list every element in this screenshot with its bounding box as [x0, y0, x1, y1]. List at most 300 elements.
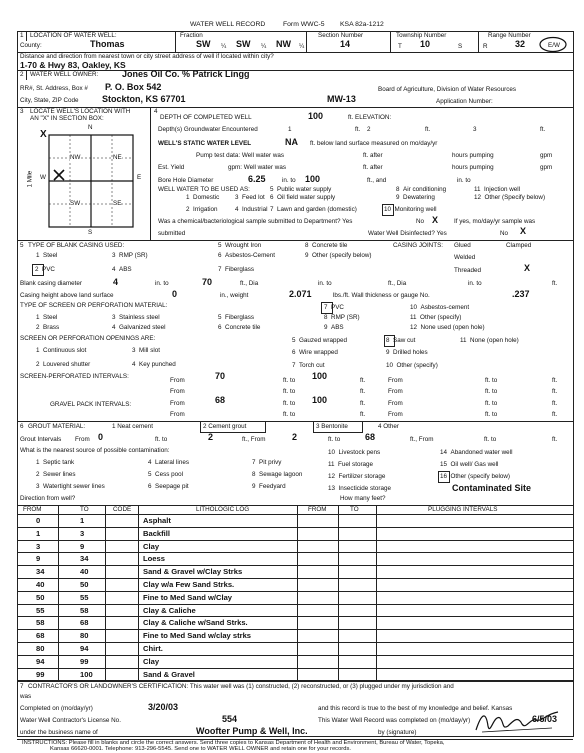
log-row: [18, 528, 573, 538]
quad-ne: NE: [113, 154, 122, 161]
diameter-ft: ft.: [552, 280, 558, 287]
contam-11: 11 Fuel storage: [328, 461, 374, 468]
diameter-in-to-2: in. to: [318, 280, 332, 287]
diameter-label: Blank casing diameter: [20, 280, 82, 287]
compass-w: W: [40, 174, 46, 181]
sp-ft-4: ft.: [552, 388, 558, 395]
business-label: under the business name of: [20, 729, 98, 736]
ew-circle-icon: [538, 36, 568, 53]
log-desc: Clay: [143, 541, 160, 551]
openings-label: SCREEN OR PERFORATION OPENINGS ARE:: [20, 335, 156, 342]
gp-from-label-2: From: [388, 400, 403, 407]
app-label: Application Number:: [436, 98, 493, 105]
joint-threaded: Threaded: [454, 267, 481, 274]
log-to: 58: [80, 605, 89, 615]
log-from: 50: [36, 592, 45, 602]
gp-from-label-4: From: [388, 411, 403, 418]
sp-label: SCREEN-PERFORATED INTERVALS:: [20, 373, 129, 380]
log-h-code: CODE: [113, 506, 132, 513]
log-row: [18, 669, 573, 679]
contam-other: Contaminated Site: [452, 483, 532, 493]
screen-type-2: 2 Brass: [36, 324, 60, 331]
csz-label: City, State, ZIP Code: [20, 97, 79, 104]
pump-ft-after: ft. after: [363, 152, 383, 159]
casing-7: 7 Fiberglass: [218, 266, 255, 273]
contam-10: 10 Livestock pens: [328, 449, 381, 456]
township-value: 10: [420, 39, 431, 49]
grout-2: 2 Cement grout: [203, 423, 247, 430]
grout-ft-from: ft., From: [242, 436, 266, 443]
s2-label: WATER WELL OWNER:: [30, 71, 99, 78]
record-date: 6/5/03: [532, 714, 558, 724]
s2-num: 2: [20, 71, 24, 78]
threaded-x: X: [524, 263, 531, 273]
opening-6: 6 Wire wrapped: [292, 349, 338, 356]
opening-9: 9 Drilled holes: [386, 349, 428, 356]
opening-5: 5 Gauzed wrapped: [292, 337, 347, 344]
diameter-ft-dia: ft., Dia: [240, 280, 259, 287]
pump-hours: hours pumping: [452, 152, 494, 159]
well-id: MW-13: [327, 94, 356, 104]
contam-14: 14 Abandoned water well: [440, 449, 513, 456]
sp-ftto: ft. to: [283, 377, 296, 384]
s7-num: 7: [20, 683, 24, 690]
log-from: 9: [36, 554, 41, 564]
log-from: 94: [36, 656, 45, 666]
screen-type-11: 11 Other (specify): [410, 314, 462, 321]
joints-label: CASING JOINTS:: [393, 242, 444, 249]
s1-label: LOCATION OF WATER WELL:: [30, 32, 117, 39]
log-from: 1: [36, 528, 41, 538]
log-desc: Sand & Gravel: [143, 669, 195, 679]
quad-nw: NW: [70, 154, 81, 161]
grout-1: 1 Neat cement: [112, 423, 153, 430]
grout-to: 2: [208, 432, 214, 442]
log-to: 68: [80, 618, 89, 628]
s3-label-2: AN "X" IN SECTION BOX:: [30, 115, 104, 122]
gp-from: 68: [215, 395, 226, 405]
contam-12: 12 Fertilizer storage: [328, 473, 386, 480]
instructions-1: INSTRUCTIONS: Please fill in blanks and circle the correct answers. Send three copies to Kansas Department of Health and Environment, Bureau of Water, Topeka,: [22, 740, 445, 746]
true-text: and this record is true to the best of my knowledge and belief. Kansas: [318, 705, 513, 712]
screen-type-4: 4 Galvanized steel: [112, 324, 166, 331]
diameter-value: 4: [113, 277, 119, 287]
yield-ft-after: ft. after: [363, 164, 383, 171]
contam-15: 15 Oil well/ Gas well: [440, 461, 499, 468]
range-value: 32: [515, 39, 526, 49]
gp-ftto-3: ft. to: [283, 411, 296, 418]
bore-to: 100: [305, 174, 321, 184]
gw-ft-3: ft.: [540, 126, 546, 133]
swl-value: NA: [285, 137, 298, 147]
contam-16: 16 Other (specify below): [440, 473, 511, 480]
sp-from-label: From: [170, 377, 185, 384]
sig-label: by (signature): [378, 729, 417, 736]
log-desc: Chirt.: [143, 644, 163, 653]
disinfected-no: No: [500, 230, 509, 237]
gp-ftto-4: ft. to: [485, 411, 498, 418]
opening-4: 4 Key punched: [132, 361, 176, 368]
diameter-in-to-3: in. to: [468, 280, 482, 287]
opening-8: 8 Saw cut: [386, 337, 416, 344]
township-label: Township Number: [396, 32, 447, 39]
log-desc: Clay: [143, 656, 160, 666]
bore-label: Bore Hole Diameter: [158, 177, 214, 184]
joint-clamped: Clamped: [506, 242, 532, 249]
gw-ft-2: ft.: [425, 126, 431, 133]
gp-ftto: ft. to: [283, 400, 296, 407]
gw-3: 3: [473, 126, 477, 133]
corner-x-mark: X: [40, 129, 47, 140]
screen-type-6: 6 Concrete tile: [218, 324, 261, 331]
screen-type-label: TYPE OF SCREEN OR PERFORATION MATERIAL:: [20, 302, 168, 309]
grout-from-label: From: [75, 436, 90, 443]
log-row: [18, 515, 573, 525]
log-desc: Clay & Caliche: [143, 605, 196, 615]
bore-value: 6.25: [248, 174, 266, 184]
log-from: 80: [36, 644, 45, 653]
if-yes-label: If yes, mo/day/yr sample was: [454, 218, 536, 225]
contam-3: 3 Watertight sewer lines: [36, 483, 105, 490]
log-row: [18, 656, 573, 666]
address-label: RR#, St. Address, Box #: [20, 85, 88, 92]
contam-2: 2 Sewer lines: [36, 471, 76, 478]
grout-label: GROUT MATERIAL:: [28, 423, 86, 430]
cert-was: was: [20, 693, 32, 700]
city-value: Stockton, KS 67701: [102, 94, 186, 104]
pump-gpm: gpm: [540, 152, 553, 159]
log-h-to: TO: [80, 506, 89, 513]
diameter-in-to: in. to: [155, 280, 169, 287]
use-9: 9 Dewatering: [396, 194, 435, 201]
s4-num: 4: [154, 108, 158, 115]
quarter-1: SW: [196, 39, 211, 49]
compass-n: N: [88, 124, 93, 131]
yield-hours: hours pumping: [452, 164, 494, 171]
log-desc: Sand & Gravel w/Clay Strks: [143, 567, 243, 577]
use-10: 10 Monitoring well: [384, 206, 437, 213]
instructions-2: Kansas 66620-0001. Telephone: 913-296-5545. Send one to WATER WELL OWNER and retain one for your records.: [50, 746, 351, 752]
depth-value: 100: [308, 111, 324, 121]
section-label: Section Number: [318, 32, 364, 39]
license-value: 554: [222, 714, 238, 724]
log-to: 40: [80, 567, 89, 577]
log-to: 3: [80, 528, 85, 538]
opening-3: 3 Mill slot: [132, 347, 161, 354]
gw-2: 2: [367, 126, 371, 133]
log-from: 34: [36, 567, 45, 577]
form-id: Form WWC-5: [283, 21, 325, 28]
log-desc: Clay & Caliche w/Sand Strks.: [143, 618, 248, 628]
quarter-mark-2: ¼: [261, 43, 267, 50]
weight-label: in., weight: [220, 292, 249, 299]
county-value: Thomas: [90, 39, 125, 49]
log-to: 34: [80, 554, 89, 564]
log-h-to2: TO: [350, 506, 359, 513]
depth-label: DEPTH OF COMPLETED WELL: [160, 114, 252, 121]
chem-question: Was a chemical/bacteriological sample submitted to Department? Yes: [158, 218, 353, 225]
gp-label: GRAVEL PACK INTERVALS:: [50, 401, 132, 408]
grout-intervals-label: Grout Intervals: [20, 436, 62, 443]
contam-4: 4 Lateral lines: [148, 459, 189, 466]
elevation-label: ft. ELEVATION:: [348, 114, 392, 121]
log-row: [18, 579, 573, 589]
diameter-to: 70: [202, 277, 213, 287]
gp-ftto-2: ft. to: [485, 400, 498, 407]
grout-ftto-2: ft. to: [328, 436, 341, 443]
log-to: 94: [80, 644, 89, 653]
swl-label: WELL'S STATIC WATER LEVEL: [158, 140, 252, 147]
contam-6: 6 Seepage pit: [148, 483, 189, 490]
submitted-label: submitted: [158, 230, 186, 237]
business-value: Woofter Pump & Well, Inc.: [196, 726, 308, 736]
grout-ftto-3: ft. to: [484, 436, 497, 443]
signature: [472, 706, 564, 736]
sp-ft: ft.: [360, 377, 366, 384]
log-from: 40: [36, 580, 45, 589]
casing-4: 4 ABS: [112, 266, 132, 273]
grout-4: 4 Other: [378, 423, 399, 430]
use-2: 2 Irrigation: [186, 206, 218, 213]
log-h-from2: FROM: [308, 506, 327, 513]
sp-ft-2: ft.: [552, 377, 558, 384]
opening-2: 2 Louvered shutter: [36, 361, 91, 368]
county-label: County:: [20, 42, 42, 49]
gw-ft-1: ft.: [355, 126, 361, 133]
contam-7: 7 Pit privy: [252, 459, 282, 466]
joint-glued: Glued: [454, 242, 471, 249]
casing-2: 2 PVC: [35, 266, 55, 273]
use-4: 4 Industrial: [235, 206, 268, 213]
fraction-label: Fraction: [180, 32, 203, 39]
compass-e: E: [137, 174, 142, 181]
use-1: 1 Domestic: [186, 194, 220, 201]
gp-from-label-3: From: [170, 411, 185, 418]
screen-type-5: 5 Fiberglass: [218, 314, 255, 321]
log-to: 55: [80, 592, 89, 602]
screen-type-7: 7 PVC: [324, 304, 344, 311]
sp-ftto-3: ft. to: [283, 388, 296, 395]
how-many-label: How many feet?: [340, 495, 386, 502]
log-to: 100: [80, 669, 93, 679]
log-desc: Fine to Med Sand w/clay strks: [143, 631, 252, 641]
log-desc: Fine to Med Sand w/Clay: [143, 592, 233, 602]
gp-ft-2: ft.: [552, 400, 558, 407]
quarter-mark-1: ¼: [221, 43, 227, 50]
casing-8: 8 Concrete tile: [305, 242, 348, 249]
casing-9: 9 Other (specify below): [305, 252, 372, 259]
quarter-2: SW: [236, 39, 251, 49]
range-prefix: R: [483, 43, 488, 50]
use-12: 12 Other (Specify below): [474, 194, 546, 201]
pump-label: Pump test data: Well water was: [196, 152, 285, 159]
log-to: 1: [80, 516, 85, 525]
contam-9: 9 Feedyard: [252, 483, 286, 490]
log-row: [18, 541, 573, 551]
gp-from-label: From: [170, 400, 185, 407]
log-desc: Clay w/a Few Sand Strks.: [143, 580, 235, 589]
yield-gpm: gpm: Well water was: [228, 164, 286, 171]
sp-to: 100: [312, 371, 328, 381]
s1-num: 1: [20, 32, 24, 39]
log-row: [18, 643, 573, 653]
opening-10: 10 Other (specify): [386, 362, 438, 369]
use-11: 11 Injection well: [474, 186, 521, 193]
log-from: 68: [36, 631, 45, 641]
use-8: 8 Air conditioning: [396, 186, 447, 193]
gw-1: 1: [288, 126, 292, 133]
log-row: [18, 605, 573, 615]
section-value: 14: [340, 39, 351, 49]
grout-from: 0: [98, 432, 104, 442]
log-row: [18, 617, 573, 627]
yield-gpm-2: gpm: [540, 164, 553, 171]
chem-x: X: [432, 215, 439, 225]
log-row: [18, 592, 573, 602]
lbsft-label: lbs./ft. Wall thickness or gauge No.: [333, 292, 430, 299]
log-desc: Loess: [143, 554, 165, 564]
screen-type-9: 9 ABS: [324, 324, 344, 331]
contamination-label: What is the nearest source of possible contamination:: [20, 447, 170, 454]
grout-from-2: 2: [292, 432, 298, 442]
gp-ft: ft.: [360, 400, 366, 407]
range-label: Range Number: [488, 32, 531, 39]
screen-type-10: 10 Asbestos-cement: [410, 304, 470, 311]
bore-ft-and: ft., and: [367, 177, 387, 184]
cert-text: CONTRACTOR'S OR LANDOWNER'S CERTIFICATION: This water well was (1) constructed, (2) reconstructed, or (3) plugged under my jurisdiction and: [28, 683, 454, 690]
grout-ftto: ft. to: [155, 436, 168, 443]
casing-6: 6 Asbestos-Cement: [218, 252, 276, 259]
mile-label: 1 Mile: [26, 170, 34, 188]
chem-no: No: [416, 218, 425, 225]
log-row: [18, 630, 573, 640]
distance-value: 1-70 & Hwy 83, Oakley, KS: [20, 60, 126, 70]
log-row: [18, 566, 573, 576]
address-value: P. O. Box 542: [105, 82, 162, 92]
yield-label: Est. Yield: [158, 164, 185, 171]
s3-num: 3: [20, 108, 24, 115]
owner-value: Jones Oil Co. % Patrick Lingg: [122, 69, 250, 79]
township-suffix: S: [458, 43, 463, 50]
log-desc: Backfill: [143, 528, 171, 538]
completed-value: 3/20/03: [148, 702, 179, 712]
sp-from: 70: [215, 371, 226, 381]
log-to: 50: [80, 580, 89, 589]
opening-1: 1 Continuous slot: [36, 347, 87, 354]
swl-rest: ft. below land surface measured on mo/day/yr: [310, 140, 438, 147]
log-from: 3: [36, 541, 41, 551]
sp-ft-3: ft.: [360, 388, 366, 395]
disinfected-x: X: [520, 226, 527, 236]
gp-to: 100: [312, 395, 328, 405]
ksa-ref: KSA 82a-1212: [340, 21, 384, 28]
grout-to-2: 68: [365, 432, 376, 442]
bore-in-to: in. to: [282, 177, 296, 184]
completed-label: Completed on (mo/day/yr): [20, 705, 93, 712]
log-h-from: FROM: [23, 506, 42, 513]
range-ew: E/W: [548, 42, 560, 49]
screen-type-3: 3 Stainless steel: [112, 314, 160, 321]
bore-in-to-2: in. to: [457, 177, 471, 184]
use-7: 7 Lawn and garden (domestic): [270, 206, 357, 213]
gp-ft-3: ft.: [360, 411, 366, 418]
log-to: 99: [80, 656, 89, 666]
casing-label: TYPE OF BLANK CASING USED:: [28, 242, 125, 249]
opening-11: 11 None (open hole): [460, 337, 519, 344]
grout-ft-from-2: ft., From: [410, 436, 434, 443]
sp-from-label-2: From: [388, 377, 403, 384]
sp-ftto-2: ft. to: [485, 377, 498, 384]
use-label: WELL WATER TO BE USED AS:: [158, 186, 250, 193]
contam-1: 1 Septic tank: [36, 459, 75, 466]
height-value: 0: [172, 289, 178, 299]
log-row: [18, 553, 573, 563]
screen-type-12: 12 None used (open hole): [410, 324, 485, 331]
joint-welded: Welded: [454, 254, 476, 261]
weight-value: 2.071: [289, 289, 312, 299]
log-desc: Asphalt: [143, 516, 171, 525]
use-3: 3 Feed lot: [235, 194, 265, 201]
casing-1: 1 Steel: [36, 252, 58, 259]
section-grid: [48, 134, 134, 228]
township-prefix: T: [398, 43, 402, 50]
compass-s: S: [88, 229, 93, 236]
log-h-lith: LITHOLOGIC LOG: [196, 506, 250, 513]
quarter-3: NW: [276, 39, 291, 49]
disinfected-label: Water Well Disinfected? Yes: [368, 230, 447, 237]
use-5: 5 Public water supply: [270, 186, 332, 193]
distance-label: Distance and direction from nearest town or city street address of well if located within city?: [20, 53, 274, 60]
use-6: 6 Oil field water supply: [270, 194, 336, 201]
casing-3: 3 RMP (SR): [112, 252, 148, 259]
log-to: 80: [80, 631, 89, 641]
casing-5: 5 Wrought Iron: [218, 242, 262, 249]
log-from: 0: [36, 516, 41, 525]
record-text: This Water Well Record was completed on (mo/day/yr): [318, 717, 471, 724]
diameter-ft-dia-2: ft., Dia: [388, 280, 407, 287]
contam-5: 5 Cess pool: [148, 471, 184, 478]
gp-ft-4: ft.: [552, 411, 558, 418]
sp-from-label-4: From: [388, 388, 403, 395]
quad-sw: SW: [70, 200, 81, 207]
gauge-value: .237: [512, 289, 530, 299]
form-title: WATER WELL RECORD: [190, 21, 266, 28]
height-label: Casing height above land surface: [20, 292, 114, 299]
gw-label: Depth(s) Groundwater Encountered: [158, 126, 258, 133]
sp-from-label-3: From: [170, 388, 185, 395]
grout-ft-3: ft.: [552, 436, 558, 443]
s3-label-1: LOCATE WELL'S LOCATION WITH: [30, 108, 131, 115]
s5-num: 5: [20, 242, 24, 249]
s6-num: 6: [20, 423, 24, 430]
quad-se: SE: [113, 200, 122, 207]
log-from: 55: [36, 605, 45, 615]
contam-8: 8 Sewage lagoon: [252, 471, 303, 478]
sp-ftto-4: ft. to: [485, 388, 498, 395]
grout-3: 3 Bentonite: [316, 423, 348, 430]
log-to: 9: [80, 541, 85, 551]
quarter-mark-3: ¼: [299, 43, 305, 50]
board-text: Board of Agriculture, Division of Water Resources: [378, 86, 517, 93]
screen-type-1: 1 Steel: [36, 314, 58, 321]
log-from: 58: [36, 618, 45, 628]
opening-7: 7 Torch cut: [292, 362, 325, 369]
screen-type-8: 8 RMP (SR): [324, 314, 360, 321]
contam-13: 13 Insecticide storage: [328, 485, 392, 492]
direction-label: Direction from well?: [20, 495, 76, 502]
log-h-plug: PLUGGING INTERVALS: [428, 506, 498, 513]
log-from: 99: [36, 669, 45, 679]
